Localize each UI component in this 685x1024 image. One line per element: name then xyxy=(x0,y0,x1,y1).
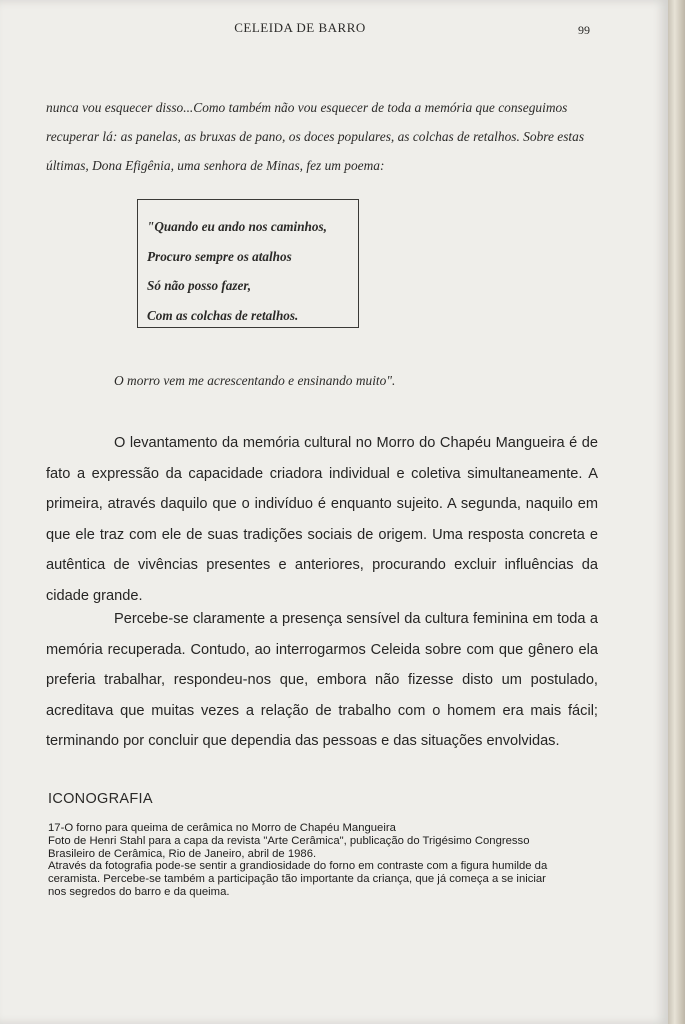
page-number: 99 xyxy=(578,23,590,37)
book-page-edge xyxy=(668,0,685,1024)
poem-closing-line: O morro vem me acrescentando e ensinando muito". xyxy=(114,373,396,388)
caption-line: Foto de Henri Stahl para a capa da revista "Arte Cerâmica", publicação do Trigésimo Congresso xyxy=(48,834,530,847)
caption-line: Através da fotografia pode-se sentir a grandiosidade do forno em contraste com a figura humilde da xyxy=(48,860,548,873)
running-head: CELEIDA DE BARRO xyxy=(234,20,366,35)
poem-box xyxy=(137,199,359,328)
iconografia-heading: ICONOGRAFIA xyxy=(48,791,153,807)
poem-line: Procuro sempre os atalhos xyxy=(147,248,292,264)
caption-line: Brasileiro de Cerâmica, Rio de Janeiro, abril de 1986. xyxy=(48,847,317,860)
intro-paragraph: nunca vou esquecer disso...Como também não vou esquecer de toda a memória que conseguimos recuperar lá: as panelas, as bruxas de pano, os doces populares, as colchas de retalhos. Sobre estas últimas, Dona Efigênia, uma senhora de Minas, fez um poema: xyxy=(46,100,585,173)
caption-line: ceramista. Percebe-se também a participação tão importante da criança, que já começa a se iniciar xyxy=(48,873,546,886)
poem-line: Com as colchas de retalhos. xyxy=(147,307,299,323)
caption-line: nos segredos do barro e da queima. xyxy=(48,885,230,898)
body-paragraph: Percebe-se claramente a presença sensível da cultura feminina em toda a memória recuperada. Contudo, ao interrogarmos Celeida sobre com que gênero ela preferia trabalhar, respondeu-nos que, embora não fizesse disto um postulado, acreditava que muitas vezes a relação de trabalho com o homem era mais fácil; terminando por concluir que dependia das pessoas e das situações envolvidas. xyxy=(46,611,598,749)
body-paragraph: O levantamento da memória cultural no Morro do Chapéu Mangueira é de fato a expressão da capacidade criadora individual e coletiva simultaneamente. A primeira, através daquilo que o indivíduo é enquanto sujeito. A segunda, naquilo em que ele traz com ele de suas tradições sociais de origem. Uma resposta concreta e autêntica de vivências presentes e anteriores, procurando excluir influências da cidade grande. xyxy=(46,435,598,604)
caption-line: 17-O forno para queima de cerâmica no Morro de Chapéu Mangueira xyxy=(48,822,396,834)
figure-caption xyxy=(48,822,604,899)
poem-line: Só não posso fazer, xyxy=(147,278,252,293)
poem-line: "Quando eu ando nos caminhos, xyxy=(147,219,327,234)
